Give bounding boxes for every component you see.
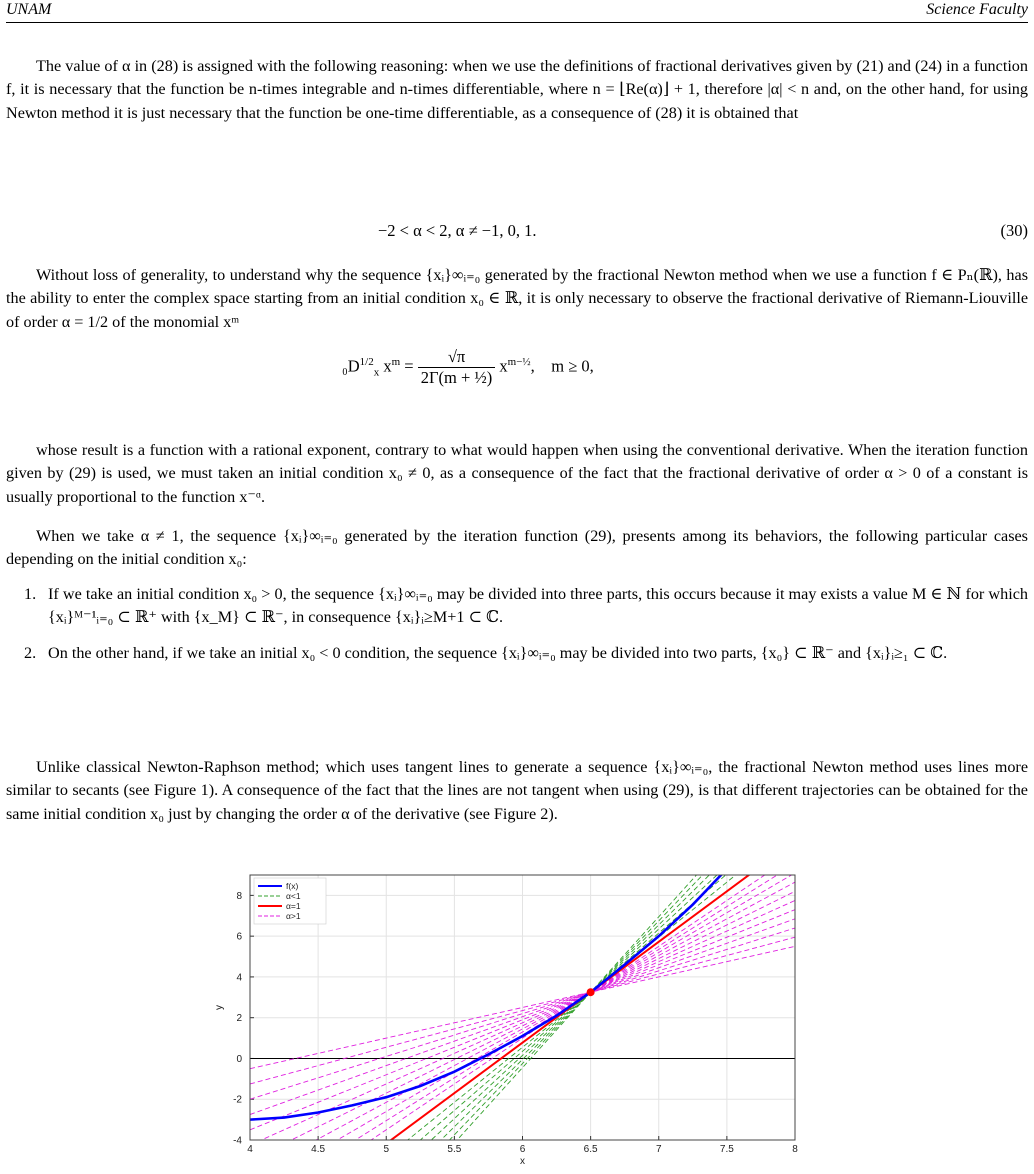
y-tick-label: 2 — [236, 1013, 242, 1025]
rl-condition: m ≥ 0, — [551, 356, 594, 376]
y-tick-label: 0 — [236, 1053, 242, 1065]
y-tick-label: 8 — [236, 890, 242, 902]
x-tick-label: 8 — [792, 1144, 798, 1155]
list-item: 2. On the other hand, if we take an initial x₀ < 0 condition, the sequence {xᵢ}∞ᵢ₌₀ may be divided into two parts, {x₀} ⊂ ℝ⁻ and {xᵢ}ᵢ≥₁ ⊂ ℂ. — [24, 643, 948, 662]
cases-list — [6, 583, 1028, 665]
paragraph-rational-exponent: whose result is a function with a rational exponent, contrary to what would happen when using the conventional derivative. When the iteration function given by (29) is used, we must taken an initial condition x₀ ≠ 0, as a consequence of the fact that the fractional derivative of order α > 0 of a constant is usually proportional to the function x⁻ᵅ. — [6, 441, 1028, 506]
x-tick-label: 5 — [383, 1144, 390, 1155]
rl-operator: ₀D — [342, 356, 360, 376]
x-tick-label: 4.5 — [311, 1144, 326, 1155]
y-tick-label: 4 — [236, 972, 242, 984]
x-tick-label: 6.5 — [583, 1144, 598, 1155]
equation-30: −2 < α < 2, α ≠ −1, 0, 1. — [378, 221, 537, 240]
paragraph-alpha-not-one: When we take α ≠ 1, the sequence {xᵢ}∞ᵢ₌₀ generated by the iteration function (29), presents among its behaviors, the following particular cases depending on the initial condition x₀: — [6, 527, 1028, 569]
paragraph-alpha-reasoning: The value of α in (28) is assigned with the following reasoning: when we use the definitions of fractional derivatives given by (21) and (24) in a function f, it is necessary that the function be n-times integrable and n-times differentiable, where n = ⌊Re(α)⌋ + 1, therefore |α| < n and, on the other hand, for using Newton method it is just necessary that the function be one-time differentiable, as a consequence of (28) it is obtained that — [6, 57, 1028, 122]
legend-label: α=1 — [286, 901, 301, 911]
equation-riemann-liouville: $_0D^{1/2}_x$ $x^m$ = $\frac{√\pi}{\text{2Γ(m + ½)}}$ $x^{m-\frac{1}{2}}$, m ≥ 0, — [342, 347, 594, 387]
x-tick-label: 4 — [247, 1144, 253, 1155]
running-header — [6, 0, 1028, 23]
paragraph-sequence-complex: Without loss of generality, to understand why the sequence {xᵢ}∞ᵢ₌₀ generated by the fractional Newton method when we use a function f ∈ Pₙ(ℝ), has the ability to enter the complex space starting from an initial condition x₀ ∈ ℝ, it is only necessary to observe the fractional derivative of Riemann-Liouville of order α = 1/2 of the monomial xᵐ — [6, 266, 1028, 331]
y-tick-label: -4 — [233, 1135, 242, 1147]
x-tick-label: 7 — [655, 1144, 662, 1155]
paragraph-secants: Unlike classical Newton-Raphson method; which uses tangent lines to generate a sequence {xᵢ}∞ᵢ₌₀, the fractional Newton method uses lines more similar to secants (see Figure 1). A consequence of the fact that the lines are not tangent when using (29), is that different trajectories can be obtained for the same initial condition x₀ just by changing the order α of the derivative (see Figure 2). — [6, 758, 1028, 823]
x-tick-label: 6 — [519, 1144, 526, 1155]
figure-1 — [210, 871, 810, 1169]
x-tick-label: 5.5 — [447, 1144, 462, 1155]
x-tick-label: 7.5 — [719, 1144, 734, 1155]
rl-fraction: $\frac{√\pi}{\text{2Γ(m + ½)}}$ — [418, 347, 496, 388]
y-tick-label: 6 — [236, 931, 242, 943]
y-tick-label: -2 — [233, 1094, 242, 1106]
equation-30-number: (30) — [1000, 221, 1028, 240]
initial-point — [587, 988, 595, 996]
header-left: UNAM — [6, 1, 52, 18]
x-axis-label: x — [520, 1156, 525, 1167]
newton-lines-chart — [210, 871, 810, 1169]
list-item: 1. If we take an initial condition x₀ > 0, the sequence {xᵢ}∞ᵢ₌₀ may be divided into three parts, this occurs because it may exists a value M ∈ ℕ for which {xᵢ}ᴹ⁻¹ᵢ₌₀ ⊂ ℝ⁺ with {x_M} ⊂ ℝ⁻, in consequence {xᵢ}ᵢ≥M+1 ⊂ ℂ. — [24, 585, 1028, 627]
legend-label: α<1 — [286, 891, 301, 901]
legend-label: α>1 — [286, 911, 301, 921]
legend-label: f(x) — [286, 881, 299, 891]
header-right: Science Faculty — [926, 1, 1028, 18]
y-axis-label: y — [214, 1005, 225, 1010]
